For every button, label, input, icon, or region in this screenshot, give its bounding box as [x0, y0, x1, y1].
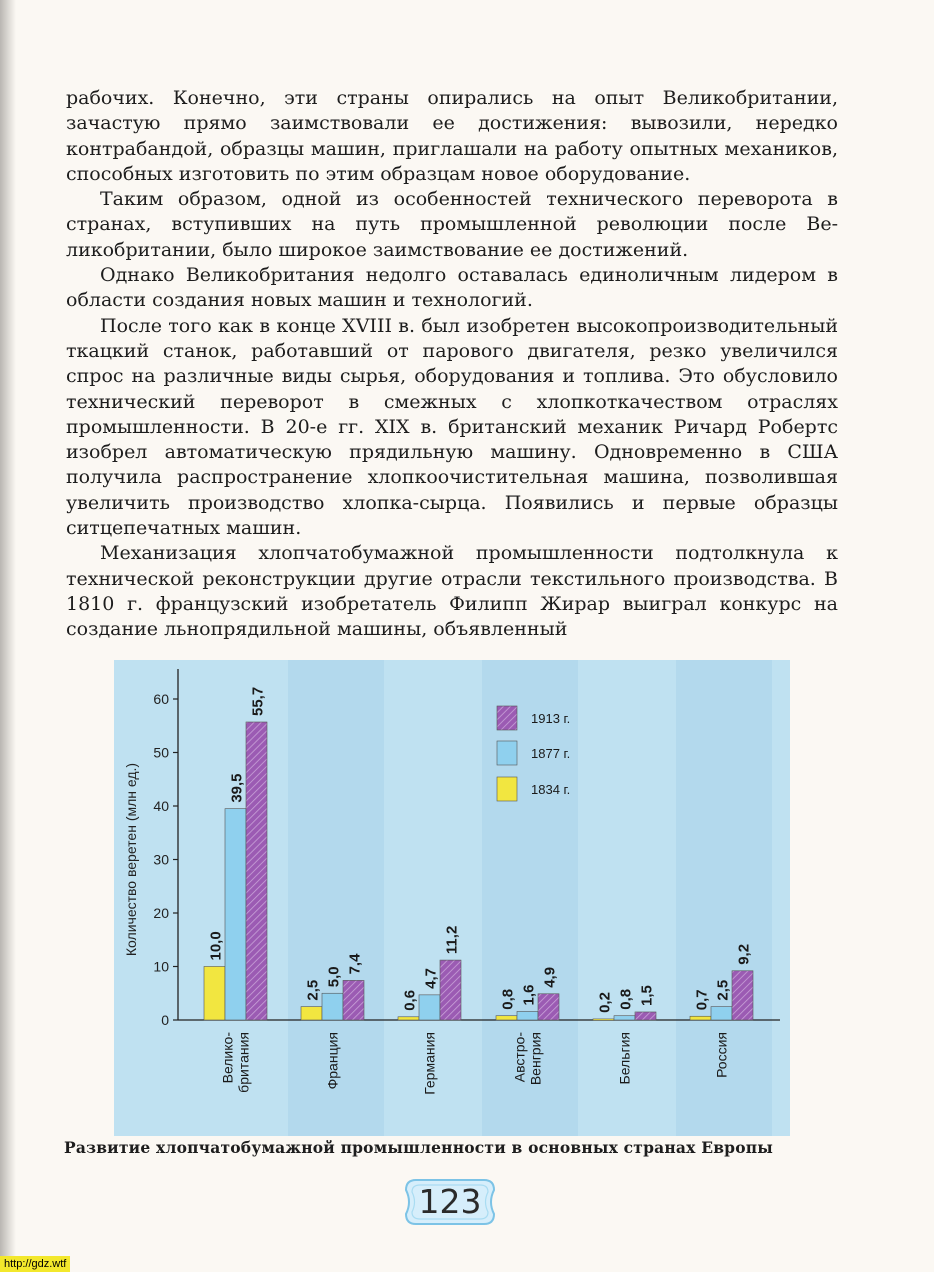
category-label: Австро- — [511, 1032, 528, 1083]
bar — [517, 1011, 538, 1020]
y-tick-label: 0 — [161, 1012, 169, 1028]
bar — [246, 722, 267, 1020]
bar-value-label: 0,8 — [499, 988, 517, 1010]
category-label: британия — [235, 1032, 252, 1093]
bar — [690, 1016, 711, 1020]
paragraph: рабочих. Конечно, эти страны опирались на опыт Великобритании, зачастую прямо заимствовали ее достижения: вывозили, нередко контрабандой, образцы машин, приглашали на работу опытных механиков, способных изготовить по этим образцам новое оборудование. — [66, 87, 838, 185]
bar-value-label: 0,8 — [617, 988, 635, 1010]
category-label: Бельгия — [616, 1032, 633, 1085]
page-number: 123 — [418, 1182, 482, 1221]
y-tick-label: 10 — [153, 958, 169, 975]
legend-swatch — [497, 777, 517, 801]
category-label: Франция — [324, 1032, 341, 1090]
bar — [614, 1016, 635, 1020]
paragraph: Таким образом, одной из особенностей технического переворота в странах, вступивших на путь промышленной революции после Великобритании, было широкое заимствование ее достижений. — [66, 188, 838, 261]
category-label: Венгрия — [527, 1032, 544, 1086]
bar — [496, 1016, 517, 1020]
legend-label: 1834 г. — [531, 782, 571, 797]
bar — [419, 995, 440, 1020]
legend-swatch — [497, 741, 517, 765]
bar-value-label: 4,7 — [422, 967, 440, 989]
paragraph: Механизация хлопчатобумажной промышленности подтолкнула к технической реконструкции другие отрасли текстильного производства. В 1810 г. французский изобретатель Филипп Жирар выиграл конкурс на создание льнопрядильной машины, объявленный — [66, 542, 838, 641]
bar-value-label: 10,0 — [207, 931, 225, 961]
bar-value-label: 1,6 — [520, 984, 538, 1006]
bar-value-label: 0,2 — [596, 992, 614, 1013]
bar — [711, 1007, 732, 1020]
category-label: Германия — [421, 1032, 438, 1095]
y-tick-label: 60 — [153, 691, 169, 707]
y-tick-label: 20 — [153, 905, 169, 921]
source-watermark[interactable]: http://gdz.wtf — [0, 1256, 70, 1272]
bar — [301, 1007, 322, 1020]
legend-swatch — [497, 706, 517, 730]
bar — [204, 967, 225, 1021]
bar-value-label: 1,5 — [638, 985, 656, 1006]
category-label: Россия — [713, 1032, 730, 1078]
legend-label: 1877 г. — [531, 746, 571, 761]
bar-value-label: 0,7 — [693, 989, 711, 1011]
bar — [593, 1019, 614, 1021]
bar-value-label: 11,2 — [443, 925, 461, 955]
paragraph: Однако Великобритания недолго оставалась единоличным лидером в области создания новых машин и технологий. — [66, 264, 838, 312]
chart-caption: Развитие хлопчатобумажной промышленности в основных странах Европы — [64, 1138, 774, 1157]
category-label: Велико- — [219, 1032, 236, 1084]
paragraph: После того как в конце XVIII в. был изобретен высокопроизводительный ткацкий станок, работавший от парового двигателя, резко увеличился спрос на различные виды сырья, оборудования и топлива. Это обусловило технический переворот в смежных с хлопкоткачеством отраслях промышленности. В 20-е гг. XIX в. британский механик Ричард Робертс изобрел автоматическую прядильную машину. Одновременно в США получила распространение хлопкоочистительная машина, позволившая увеличить производство хлопка-сырца. Появились и первые образцы ситцепечатных машин. — [66, 314, 838, 540]
y-tick-label: 40 — [153, 798, 169, 814]
bar-value-label: 55,7 — [249, 686, 267, 717]
bar — [440, 960, 461, 1020]
y-tick-label: 50 — [153, 744, 169, 761]
bar-value-label: 2,5 — [304, 979, 322, 1001]
bar — [635, 1012, 656, 1020]
bar — [538, 994, 559, 1020]
legend-label: 1913 г. — [531, 711, 571, 726]
y-axis-label: Количество веретен (млн ед.) — [123, 762, 139, 957]
y-tick-label: 30 — [153, 851, 169, 868]
bar-value-label: 7,4 — [346, 953, 364, 975]
bar-value-label: 0,6 — [401, 989, 419, 1011]
bar — [322, 993, 343, 1020]
bar — [732, 971, 753, 1020]
bar-value-label: 5,0 — [325, 966, 343, 988]
bar-value-label: 4,9 — [541, 966, 559, 988]
bar — [343, 980, 364, 1020]
bar — [225, 809, 246, 1020]
bar-value-label: 9,2 — [735, 943, 753, 965]
bar-value-label: 2,5 — [714, 979, 732, 1001]
bar — [398, 1017, 419, 1020]
bar-value-label: 39,5 — [228, 773, 246, 803]
